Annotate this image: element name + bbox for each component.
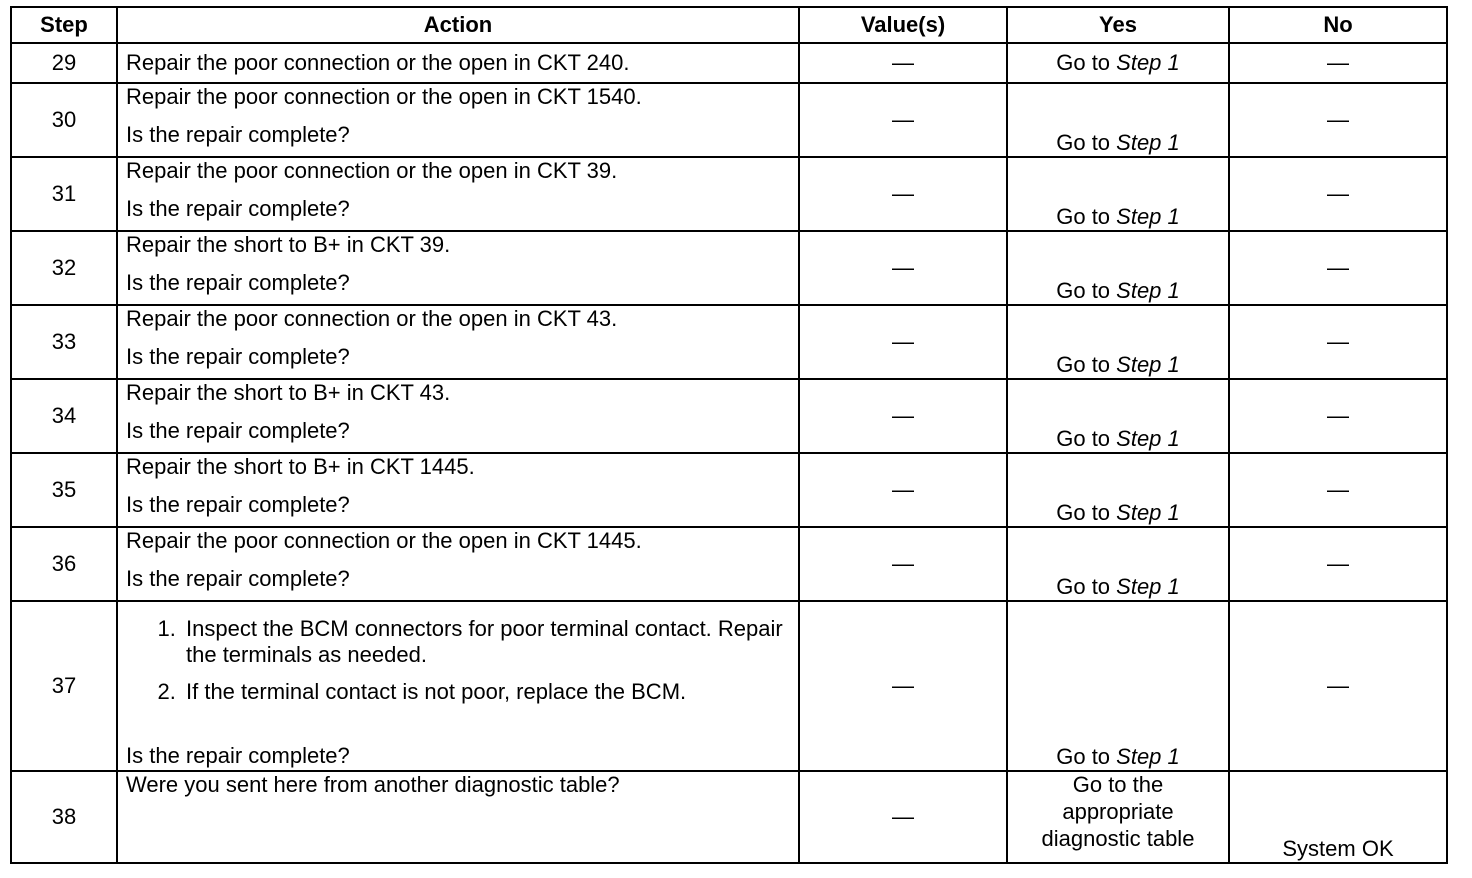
no-cell: —	[1229, 453, 1447, 527]
action-cell	[117, 231, 799, 305]
yes-cell	[1007, 379, 1229, 453]
action-text: Repair the short to B+ in CKT 39.	[126, 232, 451, 257]
yes-prefix: Go to	[1056, 499, 1117, 525]
action-cell	[117, 157, 799, 231]
yes-step-ref: Step 1	[1116, 351, 1180, 377]
action-cell	[117, 43, 799, 83]
table-row	[11, 43, 1447, 83]
action-cell	[117, 527, 799, 601]
yes-step-ref: Step 1	[1116, 203, 1180, 229]
value-cell: —	[799, 43, 1007, 83]
action-cell	[117, 453, 799, 527]
header-action: Action	[117, 7, 799, 43]
step-number: 33	[11, 305, 117, 379]
header-yes: Yes	[1007, 7, 1229, 43]
no-cell: —	[1229, 157, 1447, 231]
yes-step-ref: Step 1	[1116, 499, 1180, 525]
value-cell: —	[799, 83, 1007, 157]
table-row	[11, 379, 1447, 453]
no-cell: —	[1229, 43, 1447, 83]
table-row	[11, 453, 1447, 527]
action-cell	[117, 305, 799, 379]
table-row	[11, 305, 1447, 379]
action-text: Repair the poor connection or the open in CKT 1540.	[126, 84, 642, 109]
yes-line: Go to the	[1072, 772, 1164, 797]
yes-line: appropriate	[1062, 798, 1174, 824]
step-number: 35	[11, 453, 117, 527]
yes-prefix: Go to	[1056, 129, 1117, 155]
yes-step-ref: Step 1	[1116, 573, 1180, 599]
yes-cell	[1007, 83, 1229, 157]
yes-step-ref: Step 1	[1116, 425, 1180, 451]
diagnostic-table-page	[10, 6, 1446, 864]
yes-prefix: Go to	[1056, 277, 1117, 303]
value-cell: —	[799, 601, 1007, 771]
action-question: Is the repair complete?	[126, 566, 350, 592]
yes-cell	[1007, 771, 1229, 863]
step-number: 29	[11, 43, 117, 83]
action-question: Is the repair complete?	[126, 344, 350, 370]
action-question: Is the repair complete?	[126, 418, 350, 444]
yes-prefix: Go to	[1056, 49, 1117, 75]
no-cell: —	[1229, 379, 1447, 453]
action-text: Repair the poor connection or the open in CKT 1445.	[126, 528, 642, 553]
step-number: 36	[11, 527, 117, 601]
header-no: No	[1229, 7, 1447, 43]
no-cell: —	[1229, 231, 1447, 305]
table-row	[11, 231, 1447, 305]
header-step: Step	[11, 7, 117, 43]
table-row	[11, 771, 1447, 863]
action-steps-list	[126, 616, 790, 705]
yes-prefix: Go to	[1056, 351, 1117, 377]
action-question: Is the repair complete?	[126, 122, 350, 148]
action-text: Repair the poor connection or the open in CKT 240.	[126, 49, 630, 75]
yes-cell	[1007, 157, 1229, 231]
table-row	[11, 527, 1447, 601]
step-number: 38	[11, 771, 117, 863]
step-number: 30	[11, 83, 117, 157]
yes-prefix: Go to	[1056, 743, 1117, 769]
no-cell: —	[1229, 305, 1447, 379]
step-number: 34	[11, 379, 117, 453]
value-cell: —	[799, 305, 1007, 379]
header-values: Value(s)	[799, 7, 1007, 43]
yes-line: diagnostic table	[1041, 825, 1195, 851]
list-item: 2. If the terminal contact is not poor, replace the BCM.	[182, 679, 790, 705]
step-number: 37	[11, 601, 117, 771]
action-cell	[117, 601, 799, 771]
value-cell: —	[799, 379, 1007, 453]
header-row	[11, 7, 1447, 43]
yes-prefix: Go to	[1056, 573, 1117, 599]
action-question: Is the repair complete?	[126, 743, 350, 769]
no-cell: System OK	[1229, 771, 1447, 863]
action-text: Repair the poor connection or the open in CKT 39.	[126, 158, 618, 183]
yes-prefix: Go to	[1056, 425, 1117, 451]
value-cell: —	[799, 231, 1007, 305]
value-cell: —	[799, 527, 1007, 601]
yes-prefix: Go to	[1056, 203, 1117, 229]
action-cell	[117, 83, 799, 157]
action-text: Repair the short to B+ in CKT 1445.	[126, 454, 475, 479]
action-cell	[117, 379, 799, 453]
yes-step-ref: Step 1	[1116, 129, 1180, 155]
no-cell: —	[1229, 601, 1447, 771]
table-row	[11, 83, 1447, 157]
step-number: 31	[11, 157, 117, 231]
value-cell: —	[799, 453, 1007, 527]
action-cell	[117, 771, 799, 863]
list-item: 1. Inspect the BCM connectors for poor terminal contact. Repair the terminals as needed.	[182, 616, 790, 669]
action-question: Is the repair complete?	[126, 270, 350, 296]
value-cell: —	[799, 771, 1007, 863]
action-text: Repair the poor connection or the open in CKT 43.	[126, 306, 618, 331]
yes-step-ref: Step 1	[1116, 49, 1180, 75]
action-question: Is the repair complete?	[126, 196, 350, 222]
table-row	[11, 601, 1447, 771]
table-row	[11, 157, 1447, 231]
no-cell: —	[1229, 83, 1447, 157]
yes-cell	[1007, 231, 1229, 305]
yes-step-ref: Step 1	[1116, 743, 1180, 769]
step-number: 32	[11, 231, 117, 305]
yes-cell	[1007, 601, 1229, 771]
action-text: Repair the short to B+ in CKT 43.	[126, 380, 451, 405]
yes-cell	[1007, 43, 1229, 83]
action-question: Is the repair complete?	[126, 492, 350, 518]
yes-cell	[1007, 527, 1229, 601]
action-text: Were you sent here from another diagnostic table?	[126, 772, 620, 797]
diagnostic-table	[10, 6, 1448, 864]
yes-cell	[1007, 305, 1229, 379]
no-cell: —	[1229, 527, 1447, 601]
yes-step-ref: Step 1	[1116, 277, 1180, 303]
yes-cell	[1007, 453, 1229, 527]
value-cell: —	[799, 157, 1007, 231]
